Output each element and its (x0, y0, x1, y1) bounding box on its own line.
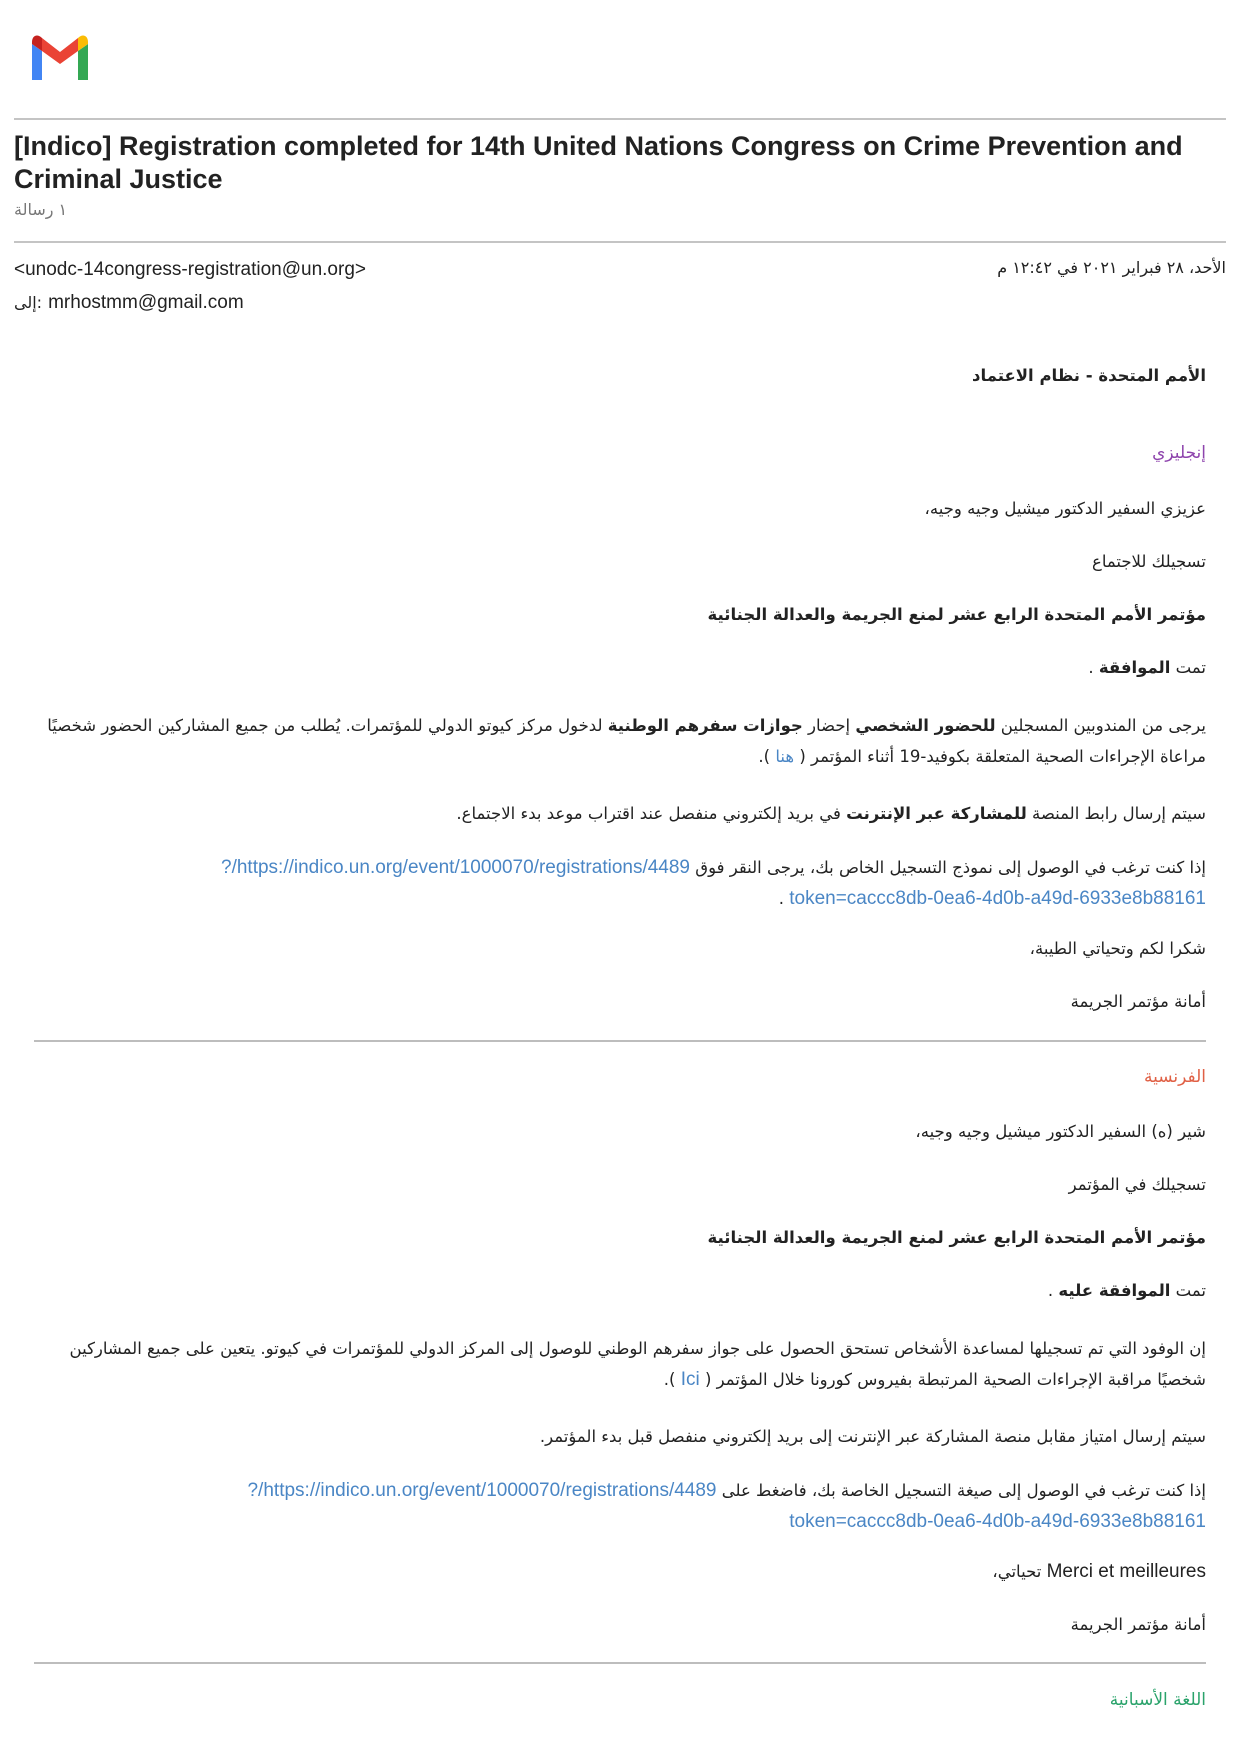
congress-title-english: مؤتمر الأمم المتحدة الرابع عشر لمنع الجريمة والعدالة الجنائية (707, 605, 1206, 624)
status-english: تمت الموافقة . (1088, 658, 1206, 677)
congress-title-french: مؤتمر الأمم المتحدة الرابع عشر لمنع الجريمة والعدالة الجنائية (707, 1228, 1206, 1247)
status-french: تمت الموافقة عليه . (1047, 1281, 1206, 1300)
registration-token-link-english[interactable]: token=caccc8db-0ea6-4d0b-a49d-6933e8b88161 (789, 888, 1206, 909)
registration-link-french[interactable]: https://indico.un.org/event/1000070/registrations/4489/? (247, 1480, 717, 1501)
recipient-line (14, 291, 244, 314)
section-label-spanish: اللغة الأسبانية (1109, 1690, 1206, 1710)
gmail-logo-icon (28, 32, 92, 82)
section-divider-1 (34, 1040, 1206, 1042)
greeting-french: شير (ه) السفير الدكتور ميشيل وجيه وجيه، (915, 1122, 1206, 1141)
signature-french: أمانة مؤتمر الجريمة (1070, 1615, 1206, 1634)
subject-divider (14, 241, 1226, 243)
registration-token-link-french[interactable]: token=caccc8db-0ea6-4d0b-a49d-6933e8b88161 (789, 1511, 1206, 1532)
registration-line-english: تسجيلك للاجتماع (1091, 552, 1206, 571)
online-platform-french: سيتم إرسال امتياز مقابل منصة المشاركة عبر الإنترنت إلى بريد إلكتروني منفصل قبل بدء المؤتمر. (539, 1427, 1206, 1446)
thanks-french: Merci et meilleures تحياتي، (992, 1561, 1206, 1582)
greeting-english: عزيزي السفير الدكتور ميشيل وجيه وجيه، (924, 499, 1206, 518)
header-divider (14, 118, 1226, 120)
instructions-english: يرجى من المندوبين المسجلين للحضور الشخصي إحضار جوازات سفرهم الوطنية لدخول مركز كيوتو الدولي للمؤتمرات. يُطلب من جميع المشاركين الحضور شخصيًا مراعاة الإجراءات الصحية المتعلقة بكوفيد-19 أثناء المؤتمر ( هنا ). (47, 716, 1206, 766)
online-platform-english: سيتم إرسال رابط المنصة للمشاركة عبر الإنترنت في بريد إلكتروني منفصل عند اقتراب موعد بدء الاجتماع. (456, 804, 1206, 823)
registration-form-english: إذا كنت ترغب في الوصول إلى نموذج التسجيل الخاص بك، يرجى النقر فوق https://indico.un.org/event/1000070/registrations/4489/? token=caccc8db-0ea6-4d0b-a49d-6933e8b88161 . (221, 857, 1206, 909)
thanks-english: شكرا لكم وتحياتي الطيبة، (1029, 939, 1206, 958)
to-label: إلى: (14, 293, 43, 312)
sent-date: الأحد، ٢٨ فبراير ٢٠٢١ في ١٢:٤٢ م (997, 258, 1226, 277)
registration-form-french: إذا كنت ترغب في الوصول إلى صيغة التسجيل الخاصة بك، فاضغط على https://indico.un.org/event/1000070/registrations/4489/? token=caccc8db-0ea6-4d0b-a49d-6933e8b88161 (247, 1480, 1206, 1532)
registration-line-french: تسجيلك في المؤتمر (1068, 1175, 1206, 1194)
section-label-french: الفرنسية (1143, 1067, 1206, 1087)
email-subject: [Indico] Registration completed for 14th United Nations Congress on Crime Prevention and Criminal Justice (14, 131, 1183, 194)
health-measures-link-english[interactable]: هنا (775, 747, 795, 766)
section-divider-2 (34, 1662, 1206, 1664)
instructions-french: إن الوفود التي تم تسجيلها لمساعدة الأشخاص تستحق الحصول على جواز سفرهم الوطني للوصول إلى المركز الدولي للمؤتمرات في كيوتو. يتعين على جميع المشاركين شخصيًا مراقبة الإجراءات الصحية المرتبطة بفيروس كورونا خلال المؤتمر ( Ici ). (69, 1339, 1206, 1390)
registration-link-english[interactable]: https://indico.un.org/event/1000070/registrations/4489/? (221, 857, 691, 878)
message-count: ١ رسالة (14, 200, 68, 219)
recipient-address: mrhostmm@gmail.com (48, 292, 244, 313)
sender-address: <unodc-14congress-registration@un.org> (14, 259, 366, 280)
section-label-english: إنجليزي (1152, 443, 1206, 463)
signature-english: أمانة مؤتمر الجريمة (1070, 992, 1206, 1011)
health-measures-link-french[interactable]: Ici (680, 1369, 700, 1390)
org-title: الأمم المتحدة - نظام الاعتماد (972, 366, 1206, 385)
